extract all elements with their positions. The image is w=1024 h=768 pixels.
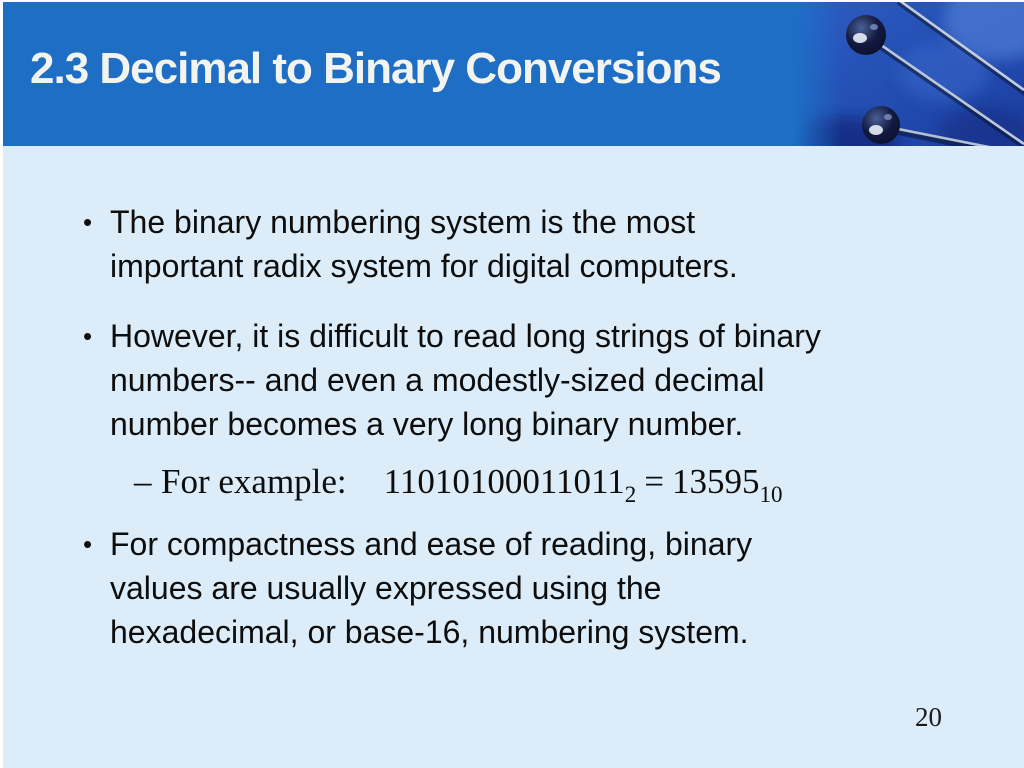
bullet-text (110, 200, 738, 288)
bullet-line: number becomes a very long binary number. (110, 406, 744, 442)
title-bar (3, 2, 1024, 146)
decimal-value: 13595 (672, 462, 760, 501)
bullet-line: numbers-- and even a modestly-sized decimal (110, 362, 765, 398)
bullet-item (3, 522, 1024, 654)
example-text (161, 458, 783, 506)
bullet-text (110, 522, 752, 654)
example-label: For example: (161, 462, 347, 501)
equals-sign: = (644, 462, 665, 501)
sub-bullet-example (3, 458, 1024, 506)
slide-title: 2.3 Decimal to Binary Conversions (30, 44, 721, 93)
bullet-marker: • (83, 529, 93, 559)
bullet-line: important radix system for digital computers. (110, 248, 738, 284)
pins-photo-icon (794, 2, 1024, 146)
slide-body (3, 146, 1024, 654)
pin-head-icon (846, 15, 886, 55)
dash-marker: – (134, 462, 152, 501)
example-formula (383, 462, 783, 507)
bullet-line: values are usually expressed using the (110, 570, 662, 606)
bullet-line: hexadecimal, or base-16, numbering system. (110, 614, 749, 650)
binary-base-subscript: 2 (624, 482, 637, 507)
bullet-line: The binary numbering system is the most (110, 204, 696, 240)
binary-value: 11010100011011 (383, 462, 625, 501)
bullet-item (3, 200, 1024, 288)
bullet-line: For compactness and ease of reading, binary (110, 526, 753, 562)
bullet-text (110, 314, 821, 446)
bullet-item (3, 314, 1024, 446)
bullet-marker: • (83, 321, 93, 351)
page-number: 20 (915, 702, 942, 732)
bullet-line: However, it is difficult to read long strings of binary (110, 318, 821, 354)
bullet-marker: • (83, 207, 93, 237)
pin-head-icon (862, 106, 900, 144)
decimal-base-subscript: 10 (759, 482, 783, 507)
